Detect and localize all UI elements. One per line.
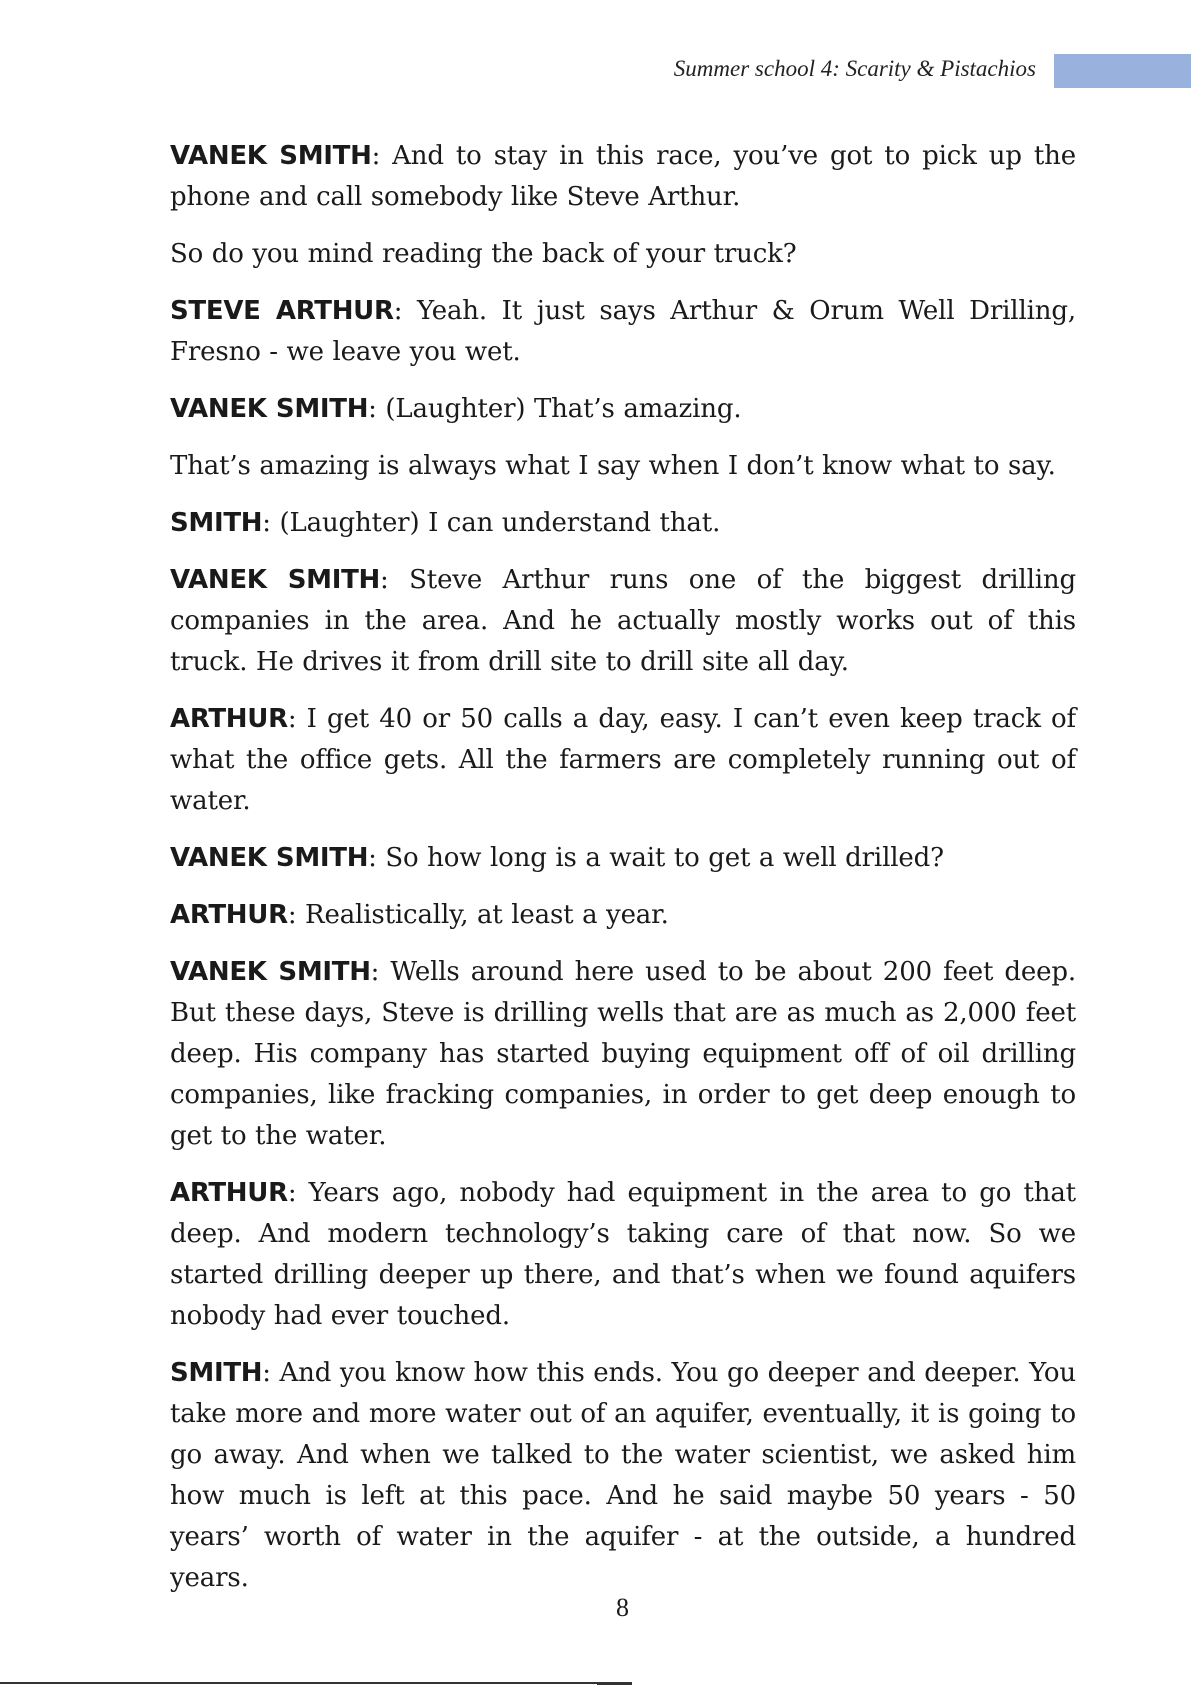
speaker-name: ARTHUR <box>170 1178 288 1208</box>
transcript-paragraph <box>170 136 1076 218</box>
transcript-paragraph <box>170 291 1076 373</box>
speaker-name: VANEK SMITH <box>170 565 381 595</box>
paragraph-text: : (Laughter) I can understand that. <box>262 508 721 538</box>
running-header-title: Summer school 4: Scarity & Pistachios <box>673 56 1036 81</box>
transcript-paragraph <box>170 234 1076 275</box>
paragraph-text: So do you mind reading the back of your truck? <box>170 239 797 269</box>
transcript-paragraph <box>170 838 1076 879</box>
paragraph-text: : Wells around here used to be about 200 feet deep. But these days, Steve is drilling wells that are as much as 2,000 feet deep. His company has started buying equipment off of oil drilling companies, like fracking companies, in order to get deep enough to get to the water. <box>170 957 1077 1151</box>
speaker-name: VANEK SMITH <box>170 843 369 873</box>
paragraph-text: : And to stay in this race, you’ve got to pick up the phone and call somebody like Steve Arthur. <box>170 141 1076 212</box>
transcript-paragraph <box>170 699 1076 822</box>
speaker-name: VANEK SMITH <box>170 957 371 987</box>
transcript-paragraph <box>170 446 1076 487</box>
paragraph-text: : Years ago, nobody had equipment in the area to go that deep. And modern technology’s taking care of that now. So we started drilling deeper up there, and that’s when we found aquifers nobody had ever touched. <box>170 1178 1076 1331</box>
paragraph-text: : Realistically, at least a year. <box>287 900 669 930</box>
page-header <box>0 54 1191 90</box>
footer-divider <box>0 1682 632 1684</box>
speaker-name: ARTHUR <box>170 704 288 734</box>
page-number: 8 <box>616 1593 629 1622</box>
transcript-paragraph <box>170 895 1076 936</box>
transcript-paragraph <box>170 1353 1076 1599</box>
speaker-name: SMITH <box>170 508 263 538</box>
speaker-name: ARTHUR <box>170 900 288 930</box>
paragraph-text: : I get 40 or 50 calls a day, easy. I can’t even keep track of what the office gets. All the farmers are completely running out of water. <box>170 704 1076 816</box>
paragraph-text: : And you know how this ends. You go deeper and deeper. You take more and more water out of an aquifer, eventually, it is going to go away. And when we talked to the water scientist, we asked him how much is left at this pace. And he said maybe 50 years - 50 years’ worth of water in the aquifer - at the outside, a hundred years. <box>170 1358 1076 1593</box>
transcript-paragraph <box>170 952 1076 1157</box>
transcript-paragraph <box>170 560 1076 683</box>
header-accent-bar <box>1054 54 1191 88</box>
transcript-body <box>170 136 1076 1615</box>
paragraph-text: That’s amazing is always what I say when I don’t know what to say. <box>170 451 1056 481</box>
speaker-name: STEVE ARTHUR <box>170 296 394 326</box>
transcript-paragraph <box>170 503 1076 544</box>
paragraph-text: : Steve Arthur runs one of the biggest drilling companies in the area. And he actually mostly works out of this truck. He drives it from drill site to drill site all day. <box>170 565 1077 677</box>
paragraph-text: : Yeah. It just says Arthur & Orum Well Drilling, Fresno - we leave you wet. <box>170 296 1076 367</box>
speaker-name: VANEK SMITH <box>170 394 369 424</box>
paragraph-text: : So how long is a wait to get a well drilled? <box>368 843 944 873</box>
speaker-name: SMITH <box>170 1358 263 1388</box>
paragraph-text: : (Laughter) That’s amazing. <box>368 394 742 424</box>
transcript-paragraph <box>170 389 1076 430</box>
transcript-paragraph <box>170 1173 1076 1337</box>
speaker-name: VANEK SMITH <box>170 141 372 171</box>
